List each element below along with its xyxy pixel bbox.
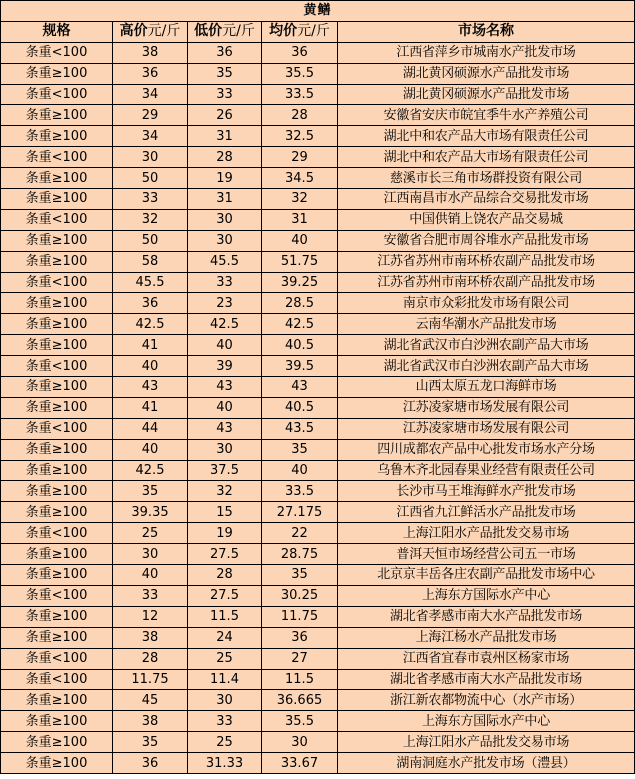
cell-low: 30 — [188, 690, 262, 711]
cell-spec: 条重<100 — [1, 356, 113, 377]
cell-high: 40 — [113, 356, 188, 377]
table-row — [1, 63, 635, 84]
header-high — [113, 21, 188, 42]
cell-market: 湖北中和农产品大市场有限责任公司 — [338, 147, 635, 168]
cell-low: 30 — [188, 209, 262, 230]
cell-market: 江苏省苏州市南环桥农副产品批发市场 — [338, 251, 635, 272]
cell-spec: 条重<100 — [1, 42, 113, 63]
table-row — [1, 544, 635, 565]
cell-market: 湖北省孝感市南大水产品批发市场 — [338, 669, 635, 690]
cell-market: 湖北省武汉市白沙洲农副产品大市场 — [338, 335, 635, 356]
cell-market: 江苏凌家塘市场发展有限公司 — [338, 418, 635, 439]
cell-spec: 条重≥100 — [1, 63, 113, 84]
cell-market: 湖北黄冈硕源水产品批发市场 — [338, 84, 635, 105]
table-row — [1, 189, 635, 210]
table-row — [1, 481, 635, 502]
table-row — [1, 377, 635, 398]
header-low-unit: 元/斤 — [222, 23, 255, 40]
cell-avg: 51.75 — [262, 251, 338, 272]
cell-market: 长沙市马王堆海鲜水产批发市场 — [338, 481, 635, 502]
table-row — [1, 251, 635, 272]
cell-high: 45 — [113, 690, 188, 711]
cell-low: 31.33 — [188, 753, 262, 774]
cell-spec: 条重≥100 — [1, 189, 113, 210]
cell-spec: 条重<100 — [1, 147, 113, 168]
cell-avg: 43.5 — [262, 418, 338, 439]
cell-low: 30 — [188, 230, 262, 251]
title-row — [1, 1, 635, 22]
cell-spec: 条重≥100 — [1, 314, 113, 335]
cell-avg: 27 — [262, 648, 338, 669]
cell-market: 湖北黄冈硕源水产品批发市场 — [338, 63, 635, 84]
table-row — [1, 335, 635, 356]
cell-spec: 条重≥100 — [1, 606, 113, 627]
cell-high: 40 — [113, 439, 188, 460]
cell-spec: 条重≥100 — [1, 544, 113, 565]
cell-avg: 34.5 — [262, 168, 338, 189]
table-row — [1, 565, 635, 586]
cell-market: 浙江新农都物流中心（水产市场） — [338, 690, 635, 711]
cell-market: 云南华潮水产品批发市场 — [338, 314, 635, 335]
cell-avg: 33.5 — [262, 481, 338, 502]
cell-market: 江苏凌家塘市场发展有限公司 — [338, 397, 635, 418]
cell-avg: 32.5 — [262, 126, 338, 147]
cell-spec: 条重≥100 — [1, 565, 113, 586]
cell-avg: 40.5 — [262, 335, 338, 356]
cell-spec: 条重≥100 — [1, 690, 113, 711]
header-row — [1, 21, 635, 42]
cell-spec: 条重≥100 — [1, 126, 113, 147]
cell-market: 山西太原五龙口海鲜市场 — [338, 377, 635, 398]
cell-spec: 条重<100 — [1, 585, 113, 606]
cell-low: 26 — [188, 105, 262, 126]
cell-avg: 33.5 — [262, 84, 338, 105]
cell-low: 39 — [188, 356, 262, 377]
cell-avg: 39.5 — [262, 356, 338, 377]
cell-avg: 39.25 — [262, 272, 338, 293]
cell-market: 中国供销上饶农产品交易城 — [338, 209, 635, 230]
cell-high: 38 — [113, 42, 188, 63]
table-row — [1, 460, 635, 481]
cell-market: 江西南昌市水产品综合交易批发市场 — [338, 189, 635, 210]
cell-high: 45.5 — [113, 272, 188, 293]
table-row — [1, 606, 635, 627]
cell-market: 上海东方国际水产中心 — [338, 711, 635, 732]
cell-market: 安徽省合肥市周谷堆水产品批发市场 — [338, 230, 635, 251]
cell-avg: 28 — [262, 105, 338, 126]
table-row — [1, 356, 635, 377]
cell-low: 33 — [188, 272, 262, 293]
cell-avg: 28.75 — [262, 544, 338, 565]
table-row — [1, 314, 635, 335]
cell-market: 南京市众彩批发市场有限公司 — [338, 293, 635, 314]
table-row — [1, 502, 635, 523]
table-row — [1, 105, 635, 126]
cell-spec: 条重<100 — [1, 669, 113, 690]
cell-spec: 条重≥100 — [1, 251, 113, 272]
cell-market: 江西省萍乡市城南水产批发市场 — [338, 42, 635, 63]
cell-spec: 条重≥100 — [1, 753, 113, 774]
cell-high: 33 — [113, 189, 188, 210]
table-row — [1, 627, 635, 648]
cell-spec: 条重≥100 — [1, 460, 113, 481]
cell-low: 40 — [188, 397, 262, 418]
cell-market: 四川成都农产品中心批发市场水产分场 — [338, 439, 635, 460]
cell-low: 31 — [188, 126, 262, 147]
table-row — [1, 523, 635, 544]
cell-avg: 40.5 — [262, 397, 338, 418]
table-row — [1, 753, 635, 774]
cell-avg: 31 — [262, 209, 338, 230]
cell-market: 湖北省武汉市白沙洲农副产品大市场 — [338, 356, 635, 377]
cell-avg: 27.175 — [262, 502, 338, 523]
cell-high: 32 — [113, 209, 188, 230]
cell-spec: 条重≥100 — [1, 293, 113, 314]
cell-market: 江苏省苏州市南环桥农副产品批发市场 — [338, 272, 635, 293]
cell-low: 27.5 — [188, 585, 262, 606]
cell-low: 15 — [188, 502, 262, 523]
cell-spec: 条重≥100 — [1, 335, 113, 356]
cell-market: 普洱天恒市场经营公司五一市场 — [338, 544, 635, 565]
cell-high: 36 — [113, 63, 188, 84]
cell-market: 乌鲁木齐北园春果业经营有限责任公司 — [338, 460, 635, 481]
cell-avg: 40 — [262, 230, 338, 251]
cell-low: 23 — [188, 293, 262, 314]
cell-spec: 条重≥100 — [1, 230, 113, 251]
cell-high: 58 — [113, 251, 188, 272]
header-high-unit: 元/斤 — [147, 23, 181, 40]
cell-low: 36 — [188, 42, 262, 63]
cell-high: 12 — [113, 606, 188, 627]
table-row — [1, 293, 635, 314]
table-row — [1, 585, 635, 606]
cell-low: 35 — [188, 63, 262, 84]
header-low-label: 低价 — [194, 23, 223, 40]
cell-low: 28 — [188, 147, 262, 168]
cell-low: 24 — [188, 627, 262, 648]
table-row — [1, 272, 635, 293]
cell-market: 北京京丰岳各庄农副产品批发市场中心 — [338, 565, 635, 586]
cell-market: 湖北中和农产品大市场有限责任公司 — [338, 126, 635, 147]
cell-high: 29 — [113, 105, 188, 126]
cell-avg: 36 — [262, 627, 338, 648]
table-row — [1, 711, 635, 732]
cell-spec: 条重≥100 — [1, 397, 113, 418]
cell-spec: 条重<100 — [1, 648, 113, 669]
header-avg — [262, 21, 338, 42]
cell-spec: 条重≥100 — [1, 502, 113, 523]
cell-avg: 30.25 — [262, 585, 338, 606]
cell-avg: 30 — [262, 732, 338, 753]
cell-low: 11.4 — [188, 669, 262, 690]
cell-low: 33 — [188, 84, 262, 105]
cell-high: 42.5 — [113, 314, 188, 335]
cell-spec: 条重≥100 — [1, 168, 113, 189]
cell-avg: 11.75 — [262, 606, 338, 627]
cell-high: 41 — [113, 335, 188, 356]
cell-market: 上海东方国际水产中心 — [338, 585, 635, 606]
cell-avg: 33.67 — [262, 753, 338, 774]
cell-spec: 条重≥100 — [1, 711, 113, 732]
cell-market: 上海江阳水产品批发交易市场 — [338, 732, 635, 753]
cell-market: 江西省宜春市袁州区杨家市场 — [338, 648, 635, 669]
cell-spec: 条重<100 — [1, 523, 113, 544]
cell-low: 33 — [188, 711, 262, 732]
cell-avg: 35.5 — [262, 711, 338, 732]
cell-avg: 36 — [262, 42, 338, 63]
cell-market: 湖南洞庭水产批发市场（澧县） — [338, 753, 635, 774]
cell-low: 25 — [188, 732, 262, 753]
cell-avg: 11.5 — [262, 669, 338, 690]
table-row — [1, 439, 635, 460]
cell-avg: 35.5 — [262, 63, 338, 84]
cell-market: 江西省九江鲜活水产品批发市场 — [338, 502, 635, 523]
cell-high: 38 — [113, 627, 188, 648]
cell-market: 安徽省安庆市皖宜季牛水产养殖公司 — [338, 105, 635, 126]
cell-spec: 条重≥100 — [1, 732, 113, 753]
cell-high: 43 — [113, 377, 188, 398]
cell-spec: 条重≥100 — [1, 627, 113, 648]
cell-high: 36 — [113, 293, 188, 314]
cell-low: 19 — [188, 168, 262, 189]
cell-avg: 32 — [262, 189, 338, 210]
table-row — [1, 648, 635, 669]
cell-market: 上海江阳水产品批发交易市场 — [338, 523, 635, 544]
cell-high: 35 — [113, 481, 188, 502]
cell-low: 25 — [188, 648, 262, 669]
table-row — [1, 418, 635, 439]
cell-high: 30 — [113, 147, 188, 168]
cell-high: 25 — [113, 523, 188, 544]
cell-high: 42.5 — [113, 460, 188, 481]
cell-spec: 条重≥100 — [1, 105, 113, 126]
cell-high: 28 — [113, 648, 188, 669]
cell-high: 33 — [113, 585, 188, 606]
table-row — [1, 168, 635, 189]
header-low — [188, 21, 262, 42]
cell-spec: 条重≥100 — [1, 439, 113, 460]
cell-high: 38 — [113, 711, 188, 732]
table-row — [1, 84, 635, 105]
cell-low: 37.5 — [188, 460, 262, 481]
table-row — [1, 230, 635, 251]
cell-high: 41 — [113, 397, 188, 418]
table-row — [1, 690, 635, 711]
cell-spec: 条重<100 — [1, 209, 113, 230]
table-row — [1, 732, 635, 753]
cell-low: 43 — [188, 418, 262, 439]
table-row — [1, 147, 635, 168]
cell-low: 43 — [188, 377, 262, 398]
cell-high: 44 — [113, 418, 188, 439]
cell-high: 50 — [113, 230, 188, 251]
cell-market: 慈溪市长三角市场群投资有限公司 — [338, 168, 635, 189]
cell-low: 42.5 — [188, 314, 262, 335]
cell-low: 28 — [188, 565, 262, 586]
cell-high: 40 — [113, 565, 188, 586]
cell-spec: 条重<100 — [1, 84, 113, 105]
cell-spec: 条重<100 — [1, 418, 113, 439]
cell-avg: 22 — [262, 523, 338, 544]
header-high-label: 高价 — [119, 23, 148, 40]
cell-high: 39.35 — [113, 502, 188, 523]
cell-low: 30 — [188, 439, 262, 460]
header-avg-unit: 元/斤 — [297, 23, 330, 40]
cell-low: 31 — [188, 189, 262, 210]
table-row — [1, 209, 635, 230]
header-market: 市场名称 — [338, 21, 635, 42]
cell-high: 11.75 — [113, 669, 188, 690]
cell-low: 40 — [188, 335, 262, 356]
cell-avg: 35 — [262, 565, 338, 586]
cell-low: 32 — [188, 481, 262, 502]
cell-avg: 43 — [262, 377, 338, 398]
cell-spec: 条重<100 — [1, 272, 113, 293]
cell-high: 30 — [113, 544, 188, 565]
cell-avg: 29 — [262, 147, 338, 168]
cell-market: 上海江杨水产品批发市场 — [338, 627, 635, 648]
cell-avg: 36.665 — [262, 690, 338, 711]
cell-avg: 40 — [262, 460, 338, 481]
header-spec: 规格 — [1, 21, 113, 42]
cell-avg: 42.5 — [262, 314, 338, 335]
cell-low: 45.5 — [188, 251, 262, 272]
cell-high: 36 — [113, 753, 188, 774]
header-avg-label: 均价 — [269, 23, 298, 40]
table-title: 黄鳝 — [1, 1, 635, 22]
table-row — [1, 397, 635, 418]
cell-avg: 35 — [262, 439, 338, 460]
cell-spec: 条重≥100 — [1, 481, 113, 502]
cell-low: 19 — [188, 523, 262, 544]
cell-high: 34 — [113, 126, 188, 147]
cell-high: 35 — [113, 732, 188, 753]
cell-high: 50 — [113, 168, 188, 189]
cell-low: 11.5 — [188, 606, 262, 627]
cell-spec: 条重≥100 — [1, 377, 113, 398]
cell-high: 34 — [113, 84, 188, 105]
cell-low: 27.5 — [188, 544, 262, 565]
table-row — [1, 42, 635, 63]
table-row — [1, 669, 635, 690]
table-row — [1, 126, 635, 147]
cell-avg: 28.5 — [262, 293, 338, 314]
cell-market: 湖北省孝感市南大水产品批发市场 — [338, 606, 635, 627]
